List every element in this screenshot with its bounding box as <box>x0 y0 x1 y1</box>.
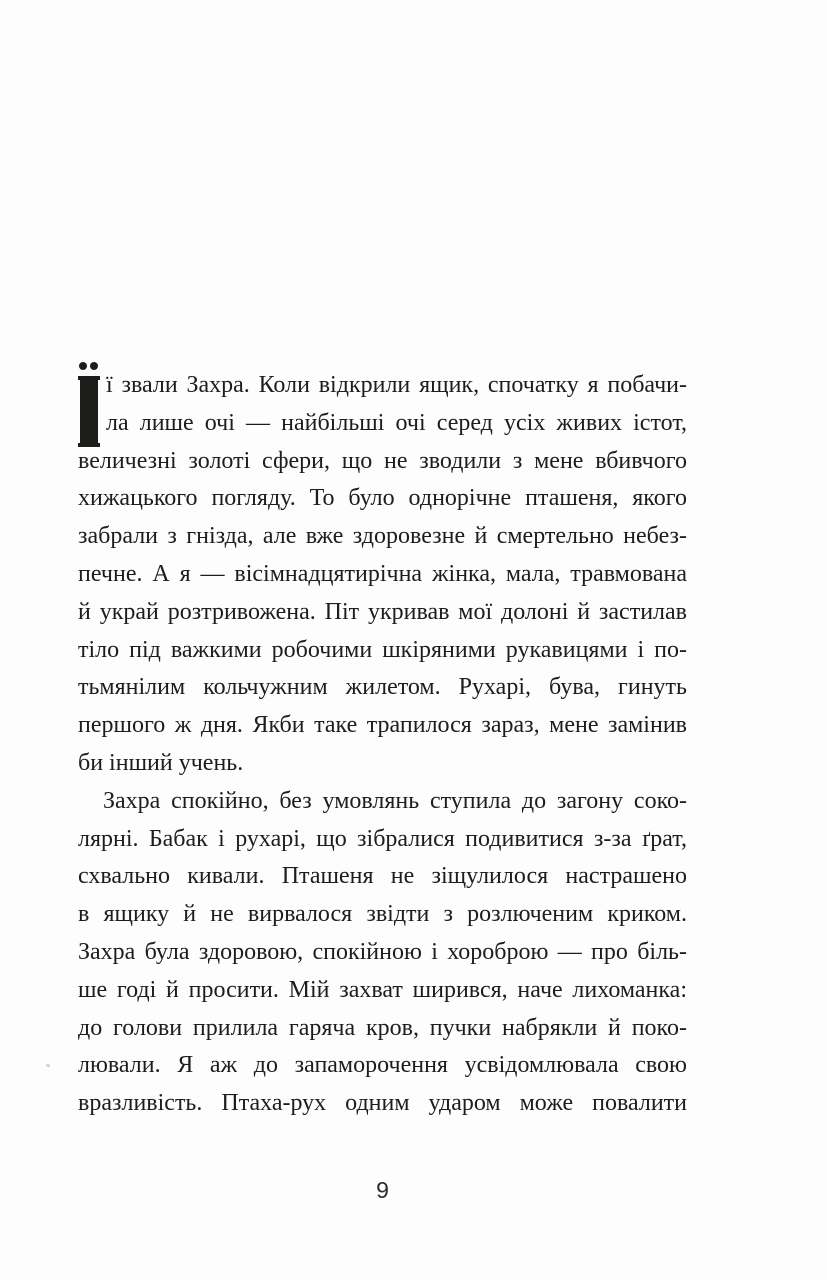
text-line: вразливість. Птаха-рух одним ударом може повалити <box>78 1090 687 1117</box>
text-line: величезні золоті сфери, що не зводили з мене вбивчого <box>78 447 687 474</box>
text-line: би інший учень. <box>78 749 244 776</box>
text-line: ше годі й просити. Мій захват ширився, наче лихоманка: <box>78 976 687 1003</box>
text-line: лярні. Бабак і рухарі, що зібралися подивитися з-за ґрат, <box>78 825 687 852</box>
scan-speck <box>46 1063 51 1068</box>
text-line: ї звали Захра. Коли відкрили ящик, спочатку я побачи- <box>106 372 687 398</box>
text-line: хижацького погляду. То було однорічне пташеня, якого <box>78 485 687 512</box>
text-line: Захра була здоровою, спокійною і хороброю — про біль- <box>78 938 687 965</box>
text-line: в ящику й не вирвалося звідти з розлюченим криком. <box>78 901 687 928</box>
text-line: першого ж дня. Якби таке трапилося зараз, мене замінив <box>78 712 687 739</box>
text-line: й украй розтривожена. Піт укривав мої долоні й застилав <box>78 598 687 625</box>
text-line: схвально кивали. Пташеня не зіщулилося настрашено <box>78 863 687 890</box>
text-line: ла лише очі — найбільші очі серед усіх живих істот, <box>106 409 687 436</box>
page-number: 9 <box>376 1177 389 1203</box>
text-line: до голови прилила гаряча кров, пучки набрякли й поко- <box>78 1014 687 1041</box>
text-line: лювали. Я аж до запаморочення усвідомлювала свою <box>78 1052 687 1079</box>
text-line: забрали з гнізда, але вже здоровезне й смертельно небез- <box>78 523 687 550</box>
text-line: тіло під важкими робочими шкіряними рукавицями і по- <box>78 636 687 663</box>
text-line: тьмянілим кольчужним жилетом. Рухарі, бува, гинуть <box>78 674 687 701</box>
text-line: печне. А я — вісімнадцятирічна жінка, мала, травмована <box>78 560 687 587</box>
text-line: Захра спокійно, без умовлянь ступила до загону соко- <box>103 787 687 814</box>
body-text <box>78 367 687 1123</box>
